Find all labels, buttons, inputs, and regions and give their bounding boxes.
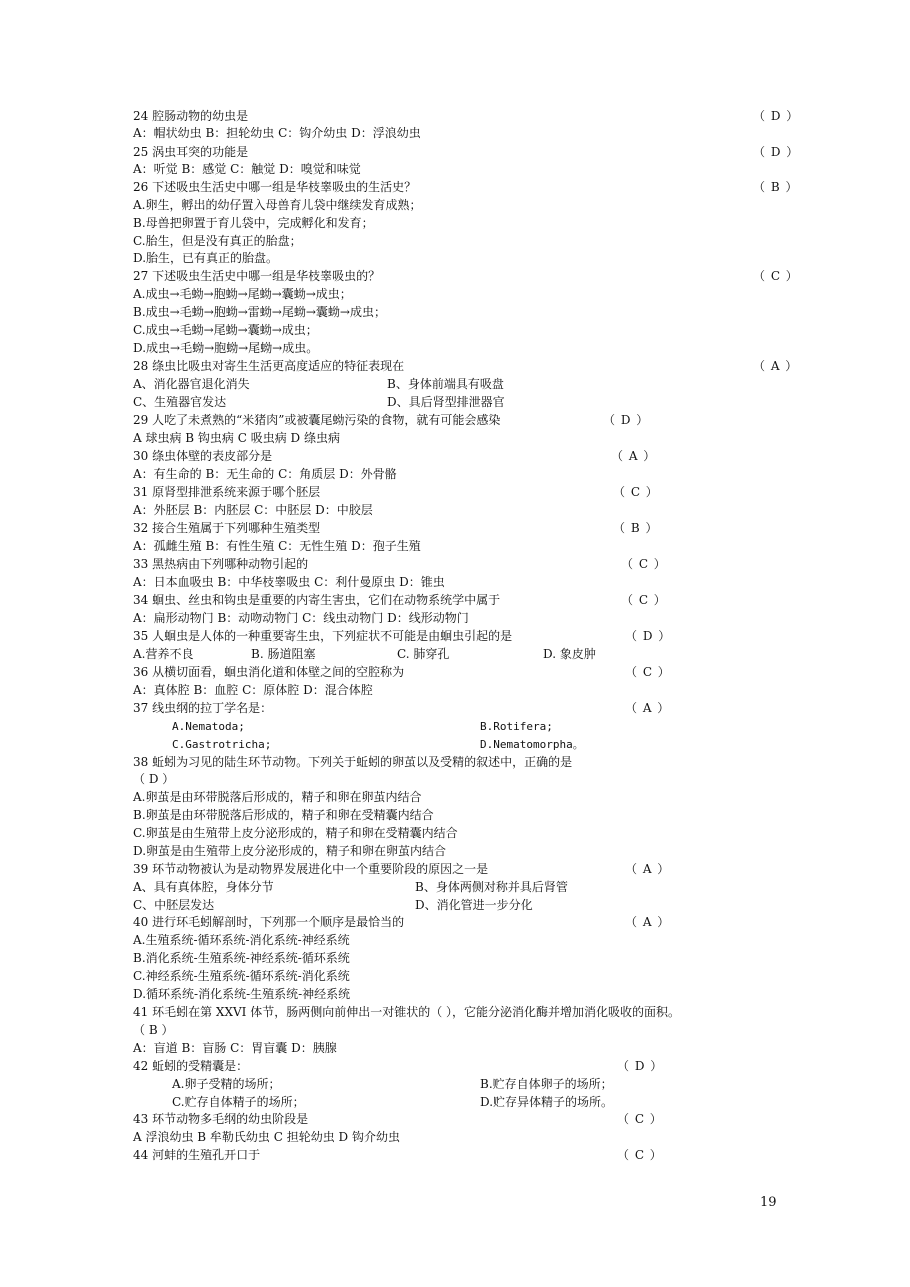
- answer-key: （ A ）: [753, 359, 799, 373]
- answer-key: （ D ）: [753, 145, 800, 159]
- answer-key: （ C ）: [617, 1148, 663, 1162]
- option-27a: A.成虫→毛蚴→胞蚴→尾蚴→囊蚴→成虫；: [133, 287, 352, 301]
- option-40d: D.循环系统-消化系统-生殖系统-神经系统: [133, 987, 351, 1001]
- question-stem: 39 环节动物被认为是动物界发展进化中一个重要阶段的原因之一是: [133, 862, 489, 876]
- answer-key: （ C ）: [621, 557, 667, 571]
- options-42-row1: [172, 1076, 822, 1093]
- options-37-row2: [172, 736, 822, 753]
- question-stem: 42 蚯蚓的受精囊是：: [133, 1059, 249, 1073]
- option-35c: C. 肺穿孔: [397, 647, 450, 661]
- option-27c: C.成虫→毛蚴→尾蚴→囊蚴→成虫；: [133, 323, 318, 337]
- option-39c: C、中胚层发达: [133, 898, 215, 912]
- options-28-row2: [133, 394, 783, 411]
- question-26: [133, 179, 799, 196]
- question-stem: 37 线虫纲的拉丁学名是：: [133, 701, 273, 715]
- option-39a: A、具有真体腔，身体分节: [133, 880, 274, 894]
- option-38b: B.卵茧是由环带脱落后形成的，精子和卵在受精囊内结合: [133, 808, 434, 822]
- options-31: A：外胚层 B：内胚层 C：中胚层 D：中胶层: [133, 503, 373, 517]
- option-28b: B、身体前端具有吸盘: [387, 377, 504, 391]
- option-28d: D、具后肾型排泄器官: [387, 395, 505, 409]
- answer-41: （ B ）: [133, 1023, 174, 1037]
- option-28c: C、生殖器官发达: [133, 395, 227, 409]
- question-37: [133, 700, 783, 717]
- option-40c: C.神经系统-生殖系统-循环系统-消化系统: [133, 969, 350, 983]
- question-stem: 34 蛔虫、丝虫和钩虫是重要的内寄生害虫，它们在动物系统学中属于: [133, 593, 501, 607]
- question-40: [133, 914, 783, 931]
- options-41: A：盲道 B：盲肠 C：胃盲囊 D：胰腺: [133, 1041, 337, 1055]
- answer-key: （ D ）: [603, 413, 650, 427]
- answer-key: （ D ）: [625, 629, 672, 643]
- options-28-row1: [133, 376, 783, 393]
- question-42: [133, 1058, 783, 1075]
- question-stem: 35 人蛔虫是人体的一种重要寄生虫，下列症状不可能是由蛔虫引起的是: [133, 629, 513, 643]
- question-34: [133, 592, 783, 609]
- question-stem: 40 进行环毛蚓解剖时，下列那一个顺序是最恰当的: [133, 915, 405, 929]
- option-26d: D.胎生，已有真正的胎盘。: [133, 251, 279, 265]
- options-39-row1: [133, 879, 783, 896]
- option-35b: B. 肠道阻塞: [251, 647, 316, 661]
- question-32: [133, 520, 783, 537]
- options-36: A：真体腔 B：血腔 C：原体腔 D：混合体腔: [133, 683, 373, 697]
- option-35d: D. 象皮肿: [543, 647, 596, 661]
- option-38c: C.卵茧是由生殖带上皮分泌形成的，精子和卵在受精囊内结合: [133, 826, 458, 840]
- option-35a: A.营养不良: [133, 647, 194, 661]
- question-stem: 36 从横切面看，蛔虫消化道和体壁之间的空腔称为: [133, 665, 405, 679]
- answer-key: （ D ）: [753, 109, 800, 123]
- question-stem: 24 腔肠动物的幼虫是: [133, 109, 249, 123]
- options-43: A 浮浪幼虫 B 牟勒氏幼虫 C 担轮幼虫 D 钩介幼虫: [133, 1130, 400, 1144]
- question-44: [133, 1147, 783, 1164]
- question-30: [133, 448, 783, 465]
- option-26c: C.胎生，但是没有真正的胎盘；: [133, 234, 302, 248]
- option-26b: B.母兽把卵置于育儿袋中，完成孵化和发育；: [133, 216, 374, 230]
- options-29: A 球虫病 B 钩虫病 C 吸虫病 D 绦虫病: [133, 431, 340, 445]
- question-stem: 32 接合生殖属于下列哪种生殖类型: [133, 521, 321, 535]
- option-37d: D.Nematomorpha。: [480, 738, 584, 751]
- answer-key: （ A ）: [625, 701, 671, 715]
- question-31: [133, 484, 783, 501]
- answer-38: （ D ）: [133, 772, 175, 786]
- question-stem: 31 原肾型排泄系统来源于哪个胚层: [133, 485, 321, 499]
- question-stem: 27 下述吸虫生活史中哪一组是华枝睾吸虫的？: [133, 269, 381, 283]
- options-35: [133, 646, 783, 663]
- option-39d: D、消化管进一步分化: [415, 898, 533, 912]
- question-43: [133, 1111, 783, 1128]
- option-40a: A.生殖系统-循环系统-消化系统-神经系统: [133, 933, 350, 947]
- question-29: [133, 412, 783, 429]
- question-28: [133, 358, 799, 375]
- answer-key: （ C ）: [617, 1112, 663, 1126]
- question-stem: 28 绦虫比吸虫对寄生生活更高度适应的特征表现在: [133, 359, 405, 373]
- answer-key: （ B ）: [753, 180, 799, 194]
- options-30: A：有生命的 B：无生命的 C：角质层 D：外骨骼: [133, 467, 397, 481]
- options-33: A：日本血吸虫 B：中华枝睾吸虫 C：利什曼原虫 D：锥虫: [133, 575, 445, 589]
- question-39: [133, 861, 783, 878]
- answer-key: （ B ）: [613, 521, 659, 535]
- option-26a: A.卵生，孵出的幼仔置入母兽育儿袋中继续发育成熟；: [133, 198, 422, 212]
- answer-key: （ D ）: [617, 1059, 664, 1073]
- question-36: [133, 664, 783, 681]
- option-27d: D.成虫→毛蚴→胞蚴→尾蚴→成虫。: [133, 341, 319, 355]
- question-35: [133, 628, 783, 645]
- answer-key: （ A ）: [611, 449, 657, 463]
- option-40b: B.消化系统-生殖系统-神经系统-循环系统: [133, 951, 350, 965]
- answer-key: （ A ）: [625, 862, 671, 876]
- option-27b: B.成虫→毛蚴→胞蚴→雷蚴→尾蚴→囊蚴→成虫；: [133, 305, 386, 319]
- options-34: A：扁形动物门 B：动吻动物门 C：线虫动物门 D：线形动物门: [133, 611, 469, 625]
- options-25: A：听觉 B：感觉 C：触觉 D：嗅觉和味觉: [133, 162, 361, 176]
- options-32: A：孤雌生殖 B：有性生殖 C：无性生殖 D：孢子生殖: [133, 539, 421, 553]
- options-24: A：帽状幼虫 B：担轮幼虫 C：钩介幼虫 D：浮浪幼虫: [133, 126, 421, 140]
- question-stem: 43 环节动物多毛纲的幼虫阶段是: [133, 1112, 309, 1126]
- question-stem: 26 下述吸虫生活史中哪一组是华枝睾吸虫的生活史？: [133, 180, 417, 194]
- option-37b: B.Rotifera;: [480, 720, 553, 733]
- page-number: 19: [760, 1195, 777, 1210]
- option-38a: A.卵茧是由环带脱落后形成的，精子和卵在卵茧内结合: [133, 790, 422, 804]
- answer-key: （ A ）: [625, 915, 671, 929]
- option-38d: D.卵茧是由生殖带上皮分泌形成的，精子和卵在卵茧内结合: [133, 844, 447, 858]
- option-28a: A、消化器官退化消失: [133, 377, 250, 391]
- question-27: [133, 268, 799, 285]
- question-stem: 30 绦虫体壁的表皮部分是: [133, 449, 273, 463]
- option-37a: A.Nematoda;: [172, 720, 245, 733]
- option-37c: C.Gastrotricha;: [172, 738, 272, 751]
- option-42c: C.贮存自体精子的场所；: [172, 1095, 305, 1109]
- question-25: [133, 144, 800, 161]
- answer-key: （ C ）: [753, 269, 799, 283]
- question-stem: 44 河蚌的生殖孔开口于: [133, 1148, 261, 1162]
- options-37-row1: [172, 718, 822, 735]
- answer-key: （ C ）: [625, 665, 671, 679]
- answer-key: （ C ）: [613, 485, 659, 499]
- question-stem: 25 涡虫耳突的功能是: [133, 145, 249, 159]
- option-42a: A.卵子受精的场所；: [172, 1077, 281, 1091]
- options-42-row2: [172, 1094, 822, 1111]
- question-24: [133, 108, 800, 125]
- option-42b: B.贮存自体卵子的场所；: [480, 1077, 613, 1091]
- question-stem: 29 人吃了未煮熟的“米猪肉”或被囊尾蚴污染的食物，就有可能会感染: [133, 413, 501, 427]
- answer-key: （ C ）: [621, 593, 667, 607]
- question-33: [133, 556, 783, 573]
- options-39-row2: [133, 897, 783, 914]
- option-42d: D.贮存异体精子的场所。: [480, 1095, 614, 1109]
- question-41: 41 环毛蚓在第 XXVI 体节，肠两侧向前伸出一对锥状的（ ），它能分泌消化酶并增加消化吸收的面积。: [133, 1005, 681, 1019]
- option-39b: B、身体两侧对称并具后肾管: [415, 880, 568, 894]
- question-stem: 33 黑热病由下列哪种动物引起的: [133, 557, 309, 571]
- question-38: 38 蚯蚓为习见的陆生环节动物。下列关于蚯蚓的卵茧以及受精的叙述中，正确的是: [133, 755, 573, 769]
